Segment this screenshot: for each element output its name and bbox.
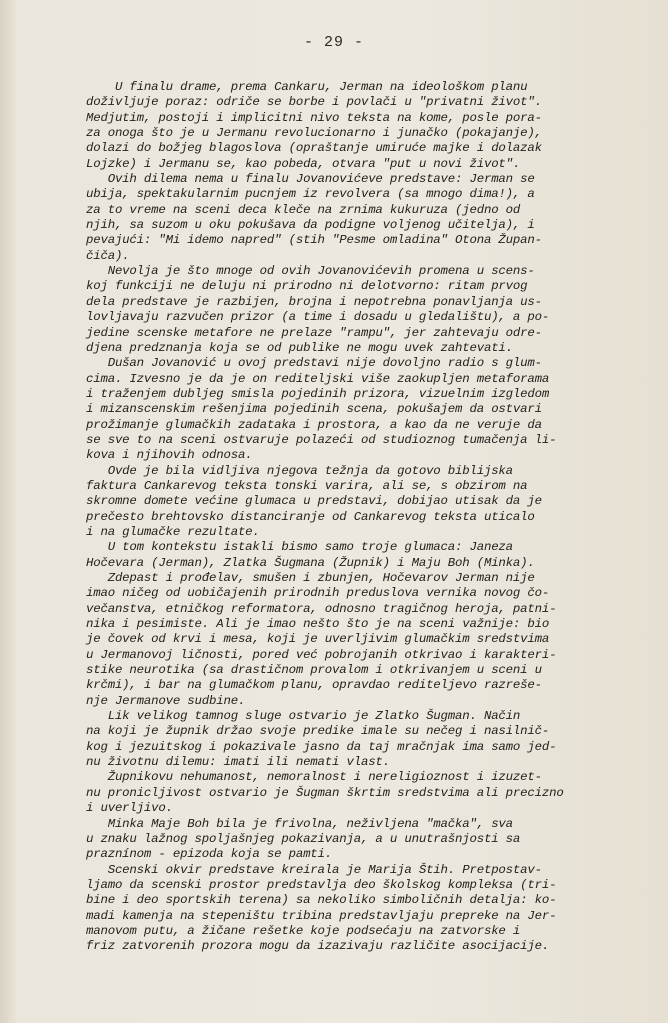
text-line: nje Jermanove sudbine.	[86, 693, 246, 708]
text-line: praznínom - epizoda koja se pamti.	[86, 847, 333, 862]
text-line: stike neurotika (sa drastičnom provalom i otkrivanjem u sceni u	[86, 663, 542, 678]
text-line: pevajući: "Mi idemo napred" (stih "Pesme omladina" Otona Župan-	[86, 233, 542, 248]
text-line: i na glumačke rezultate.	[86, 524, 260, 539]
text-line: se sve to na sceni ostvaruje polazeći od studioznog tumačenja li-	[86, 432, 557, 447]
body-text	[86, 80, 646, 955]
text-line: dolazi do božjeg blagoslova (opraštanje umiruće majke i dolazak	[86, 141, 542, 156]
text-line: ljamo da scenski prostor predstavlja deo školskog kompleksa (tri-	[86, 877, 557, 892]
text-line: u Jermanovoj ličnosti, pored već pobrojanih otkrivao i karakteri-	[86, 647, 557, 662]
text-line: skromne domete većine glumaca u predstavi, dobijao utisak da je	[86, 494, 542, 509]
text-line: nika i pesimiste. Ali je imao nešto što je na sceni važnije: bio	[86, 617, 550, 632]
text-line: za to vreme na sceni deca kleče na zrnima kukuruza (jedno od	[86, 202, 521, 217]
text-line: Zdepast i prođelav, smušen i zbunjen, Hočevarov Jerman nije	[86, 571, 535, 585]
text-line: nu pronicljivost ostvario je Šugman škrtim sredstvima ali precizno	[86, 785, 564, 800]
text-line: prožimanje glumačkih zadataka i prostora, a kao da ne veruje da	[86, 417, 542, 432]
text-line: i uverljivo.	[86, 801, 173, 816]
text-line: doživljuje poraz: odriče se borbe i povlači u "privatni život".	[86, 95, 542, 110]
text-line: manovom putu, a žičane rešetke koje podsećaju na zatvorske i	[86, 923, 521, 938]
text-line: prečesto brehtovsko distanciranje od Cankarevog teksta uticalo	[86, 509, 535, 524]
text-line: Ovih dilema nema u finalu Jovanovićeve predstave: Jerman se	[86, 172, 535, 187]
text-line: djena predznanja koja se od publike ne mogu uvek zahtevati.	[86, 340, 513, 355]
text-line: Župnikovu nehumanost, nemoralnost i nereligioznost i izuzet-	[86, 770, 542, 785]
text-line: U tom kontekstu istakli bismo samo troje glumaca: Janeza	[86, 540, 513, 555]
text-line: za onoga što je u Jermanu revolucionarno i junačko (pokajanje),	[86, 126, 542, 141]
text-line: u znaku lažnog spoljašnjeg pokazivanja, a u unutrašnjosti sa	[86, 831, 521, 846]
text-line: je čovek od krvi i mesa, koji je uverljivim glumačkim sredstvima	[86, 632, 550, 647]
text-line: Scenski okvir predstave kreirala je Marija Štih. Pretpostav-	[86, 862, 542, 877]
text-line: jedine scenske metafore ne prelaze "rampu", jer zahtevaju odre-	[86, 325, 542, 340]
text-line: madi kamenja na stepeništu tribina predstavljaju prepreke na Jer-	[86, 908, 557, 923]
text-line: Minka Maje Boh bila je frivolna, neživljena "mačka", sva	[86, 816, 513, 831]
text-line: kova i njihovih odnosa.	[86, 448, 253, 463]
text-line: bine i deo sportskih terena) sa nekoliko simboličnih detalja: ko-	[86, 893, 557, 908]
text-line: i mizanscenskim rešenjima pojedinih scena, pokušajem da ostvari	[86, 402, 542, 417]
text-line: čiča).	[86, 248, 130, 263]
text-line: krčmi), i bar na glumačkom planu, opravdao rediteljevo razreše-	[86, 678, 542, 693]
text-line: cima. Izvesno je da je on rediteljski više zaokupljen metaforama	[86, 371, 550, 386]
text-line: na koji je župnik držao svoje predike imale su nečeg i nasilnič-	[86, 724, 550, 739]
text-line: imao ničeg od uobičajenih prirodnih preduslova vernika novog čo-	[86, 586, 550, 601]
text-line: Hočevara (Jerman), Zlatka Šugmana (Župnik) i Maju Boh (Minka).	[86, 555, 535, 570]
text-line: nu životnu dilemu: imati ili nemati vlast.	[86, 755, 390, 770]
text-line: ubija, spektakularnim pucnjem iz revolvera (sa mnogo dima!), a	[86, 187, 535, 202]
text-line: faktura Cankarevog teksta tonski varira, ali se, s obzirom na	[86, 478, 528, 493]
text-line: friz zatvorenih prozora mogu da izazivaju različite asocijacije.	[86, 939, 550, 954]
text-line: i traženjem dubljeg smisla pojedinih prizora, vizuelnim izgledom	[86, 386, 550, 401]
text-line: Nevolja je što mnoge od ovih Jovanovićevih promena u scens-	[86, 264, 535, 279]
text-line: kog i jezuitskog i pokazivale jasno da taj mračnjak ima samo jed-	[86, 739, 557, 754]
text-line: večanstva, etničkog reformatora, odnosno tragičnog heroja, patni-	[86, 601, 557, 616]
text-line: U finalu drame, prema Cankaru, Jerman na ideološkom planu	[86, 80, 528, 94]
text-line: lovljavaju razvučen prizor (a time i dosadu u gledalištu), a po-	[86, 310, 550, 325]
text-line: dela predstave je razbijen, brojna i nepotrebna ponavljanja us-	[86, 294, 542, 309]
text-line: Lik velikog tamnog sluge ostvario je Zlatko Šugman. Način	[86, 709, 521, 724]
text-line: Dušan Jovanović u ovoj predstavi nije dovoljno radio s glum-	[86, 356, 542, 371]
text-line: Lojzke) i Jermanu se, kao pobeda, otvara "put u novi život".	[86, 156, 521, 171]
text-line: Ovde je bila vidljiva njegova težnja da gotovo biblijska	[86, 463, 513, 478]
page-number: - 29 -	[303, 34, 364, 51]
text-line: Medjutim, postoji i implicitni nivo teksta na kome, posle pora-	[86, 110, 542, 125]
text-line: koj funkciji ne deluju ni prirodno ni delotvorno: ritam prvog	[86, 279, 528, 294]
text-line: njih, sa suzom u oku pokušava da podigne voljenog učitelja), i	[86, 218, 535, 233]
